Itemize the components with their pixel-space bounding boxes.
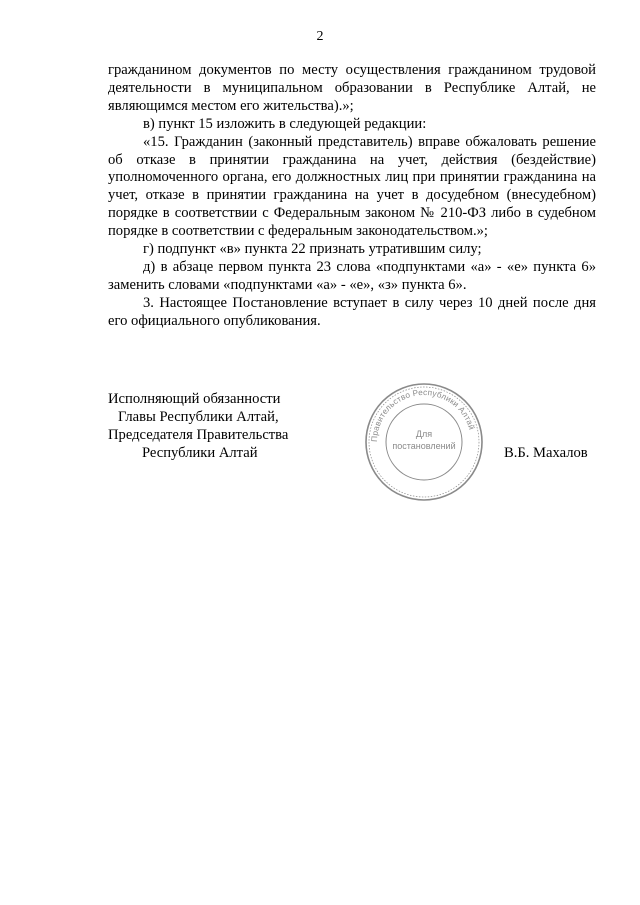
paragraph-item-15: «15. Гражданин (законный представитель) вправе обжаловать решение об отказе в принятии гражданина на учет, действия (бездействие) уполномоченного органа, его должностных лиц при принятии гражданина на учет, отказе в принятии гражданина на учет в досудебном (внесудебном) порядке в соответствии с Федеральным законом № 210-ФЗ либо в судебном порядке в соответствии с федеральным законодательством.»; (108, 133, 596, 240)
signatory-line-3: Председателя Правительства (108, 426, 289, 443)
paragraph-item-v: в) пункт 15 изложить в следующей редакции: (143, 115, 427, 132)
stamp-center-line-1: Для (415, 429, 433, 439)
signatory-line-4: Республики Алтай (142, 444, 258, 461)
signatory-title (108, 391, 328, 463)
paragraph-item-d: д) в абзаце первом пункта 23 слова «подпунктами «а» - «е» пункта 6» заменить словами «подпунктами «а» - «е», «з» пункта 6». (108, 258, 596, 293)
signatory-line-2: Главы Республики Алтай, (118, 408, 279, 425)
paragraph-item-3: 3. Настоящее Постановление вступает в силу через 10 дней после дня его официального опубликования. (108, 294, 596, 329)
paragraph-continuation: гражданином документов по месту осуществления гражданином трудовой деятельности в муниципальном образовании в Республике Алтай, не являющимся местом его жительства).»; (108, 62, 596, 114)
stamp-seal-icon (363, 381, 485, 503)
document-body (108, 62, 596, 331)
paragraph-item-g: г) подпункт «в» пункта 22 признать утратившим силу; (143, 241, 482, 258)
stamp-ring-text: Правительство Республики Алтай (369, 387, 477, 443)
signatory-line-1: Исполняющий обязанности (108, 391, 281, 407)
official-stamp (363, 381, 485, 503)
signer-name: В.Б. Махалов (504, 445, 588, 461)
page-number: 2 (316, 29, 324, 44)
stamp-center-line-2: постановлений (392, 441, 456, 451)
